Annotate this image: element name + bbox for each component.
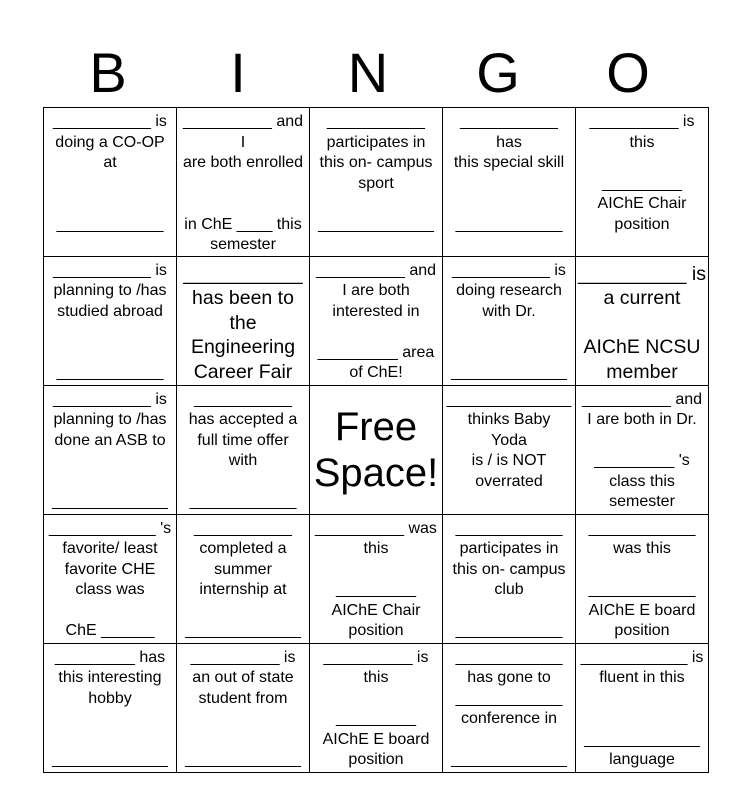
bingo-cell-text: __________ is an out of state student from _____________ [185, 648, 301, 768]
bingo-cell-text: ___________ participates in this on- campus sport _____________ [318, 113, 434, 233]
bingo-cell-text: __________ is this _________ AIChE Chair position [589, 113, 695, 233]
free-space-text: Free Space! [313, 404, 439, 495]
bingo-cell[interactable] [177, 643, 310, 772]
bingo-row [44, 256, 709, 385]
free-space-cell[interactable] [310, 385, 443, 514]
bingo-cell[interactable] [443, 385, 576, 514]
bingo-cell-text: ___________ is planning to /has studied abroad ____________ [53, 261, 167, 381]
bingo-cell[interactable] [44, 256, 177, 385]
bingo-cell[interactable] [576, 108, 709, 257]
bingo-cell[interactable] [44, 385, 177, 514]
bingo-cell[interactable] [310, 256, 443, 385]
header-letter-n: N [347, 41, 389, 104]
bingo-cell[interactable] [576, 514, 709, 643]
bingo-cell[interactable] [310, 643, 443, 772]
bingo-cell[interactable] [44, 108, 177, 257]
bingo-cell-text: ___________ has accepted a full time offer with ____________ [188, 390, 298, 510]
bingo-cell[interactable] [177, 108, 310, 257]
bingo-cell-text: ___________ is doing a CO-OP at ____________ [53, 113, 167, 233]
bingo-cell-text: ___________ is doing research with Dr. _____________ [451, 261, 567, 381]
bingo-cell-text: ___________ completed a summer internship at _____________ [185, 519, 301, 639]
bingo-cell-text: __________ is this _________ AIChE E board position [322, 648, 430, 768]
bingo-cell-text: __________ and I are both interested in _________ area of ChE! [315, 261, 437, 381]
bingo-cell[interactable] [310, 514, 443, 643]
header-letter-b: B [89, 41, 127, 104]
bingo-header [43, 40, 693, 106]
bingo-cell[interactable] [177, 514, 310, 643]
bingo-cell[interactable] [576, 643, 709, 772]
bingo-board [43, 107, 709, 773]
header-letter-o: O [606, 41, 650, 104]
bingo-cell-text: ___________ has this special skill ____________ [453, 113, 565, 233]
bingo-cell[interactable] [443, 108, 576, 257]
bingo-cell[interactable] [177, 256, 310, 385]
bingo-cell-text: ______________ thinks Baby Yoda is / is NOT overrated [446, 390, 572, 490]
bingo-cell-text: ____________ is fluent in this _____________ language [580, 648, 704, 768]
bingo-cell-text: _________ has this interesting hobby _____________ [52, 648, 168, 768]
bingo-cell[interactable] [44, 643, 177, 772]
bingo-cell[interactable] [443, 514, 576, 643]
bingo-cell-text: ____________ was this ____________ AIChE E board position [588, 519, 696, 639]
bingo-cell[interactable] [310, 108, 443, 257]
bingo-cell-text: __________ is a current AIChE NCSU member [578, 262, 706, 383]
bingo-cell-text: __________ was this _________ AIChE Chair position [315, 519, 437, 639]
bingo-cell-text: __________ and I are both enrolled in ChE ____ this semester [182, 113, 304, 253]
bingo-row [44, 643, 709, 772]
bingo-row [44, 514, 709, 643]
bingo-cell[interactable] [576, 385, 709, 514]
bingo-cell-text: ___________ is planning to /has done an ASB to _____________ [52, 390, 168, 510]
bingo-cell[interactable] [177, 385, 310, 514]
bingo-row [44, 385, 709, 514]
bingo-cell[interactable] [443, 643, 576, 772]
bingo-cell-text: ____________ has gone to ____________ conference in _____________ [451, 648, 567, 768]
header-letter-g: G [476, 41, 520, 104]
bingo-cell[interactable] [443, 256, 576, 385]
bingo-cell-text: ____________ participates in this on- campus club ____________ [452, 519, 566, 639]
bingo-cell[interactable] [576, 256, 709, 385]
bingo-cell-text: ____________ 's favorite/ least favorite CHE class was ChE ______ [48, 519, 172, 639]
bingo-row [44, 108, 709, 257]
bingo-cell-text: ___________ has been to the Engineering Career Fair [183, 262, 303, 383]
bingo-cell-text: __________ and I are both in Dr. _________ 's class this semester [581, 390, 703, 510]
header-letter-i: I [230, 41, 246, 104]
bingo-cell[interactable] [44, 514, 177, 643]
